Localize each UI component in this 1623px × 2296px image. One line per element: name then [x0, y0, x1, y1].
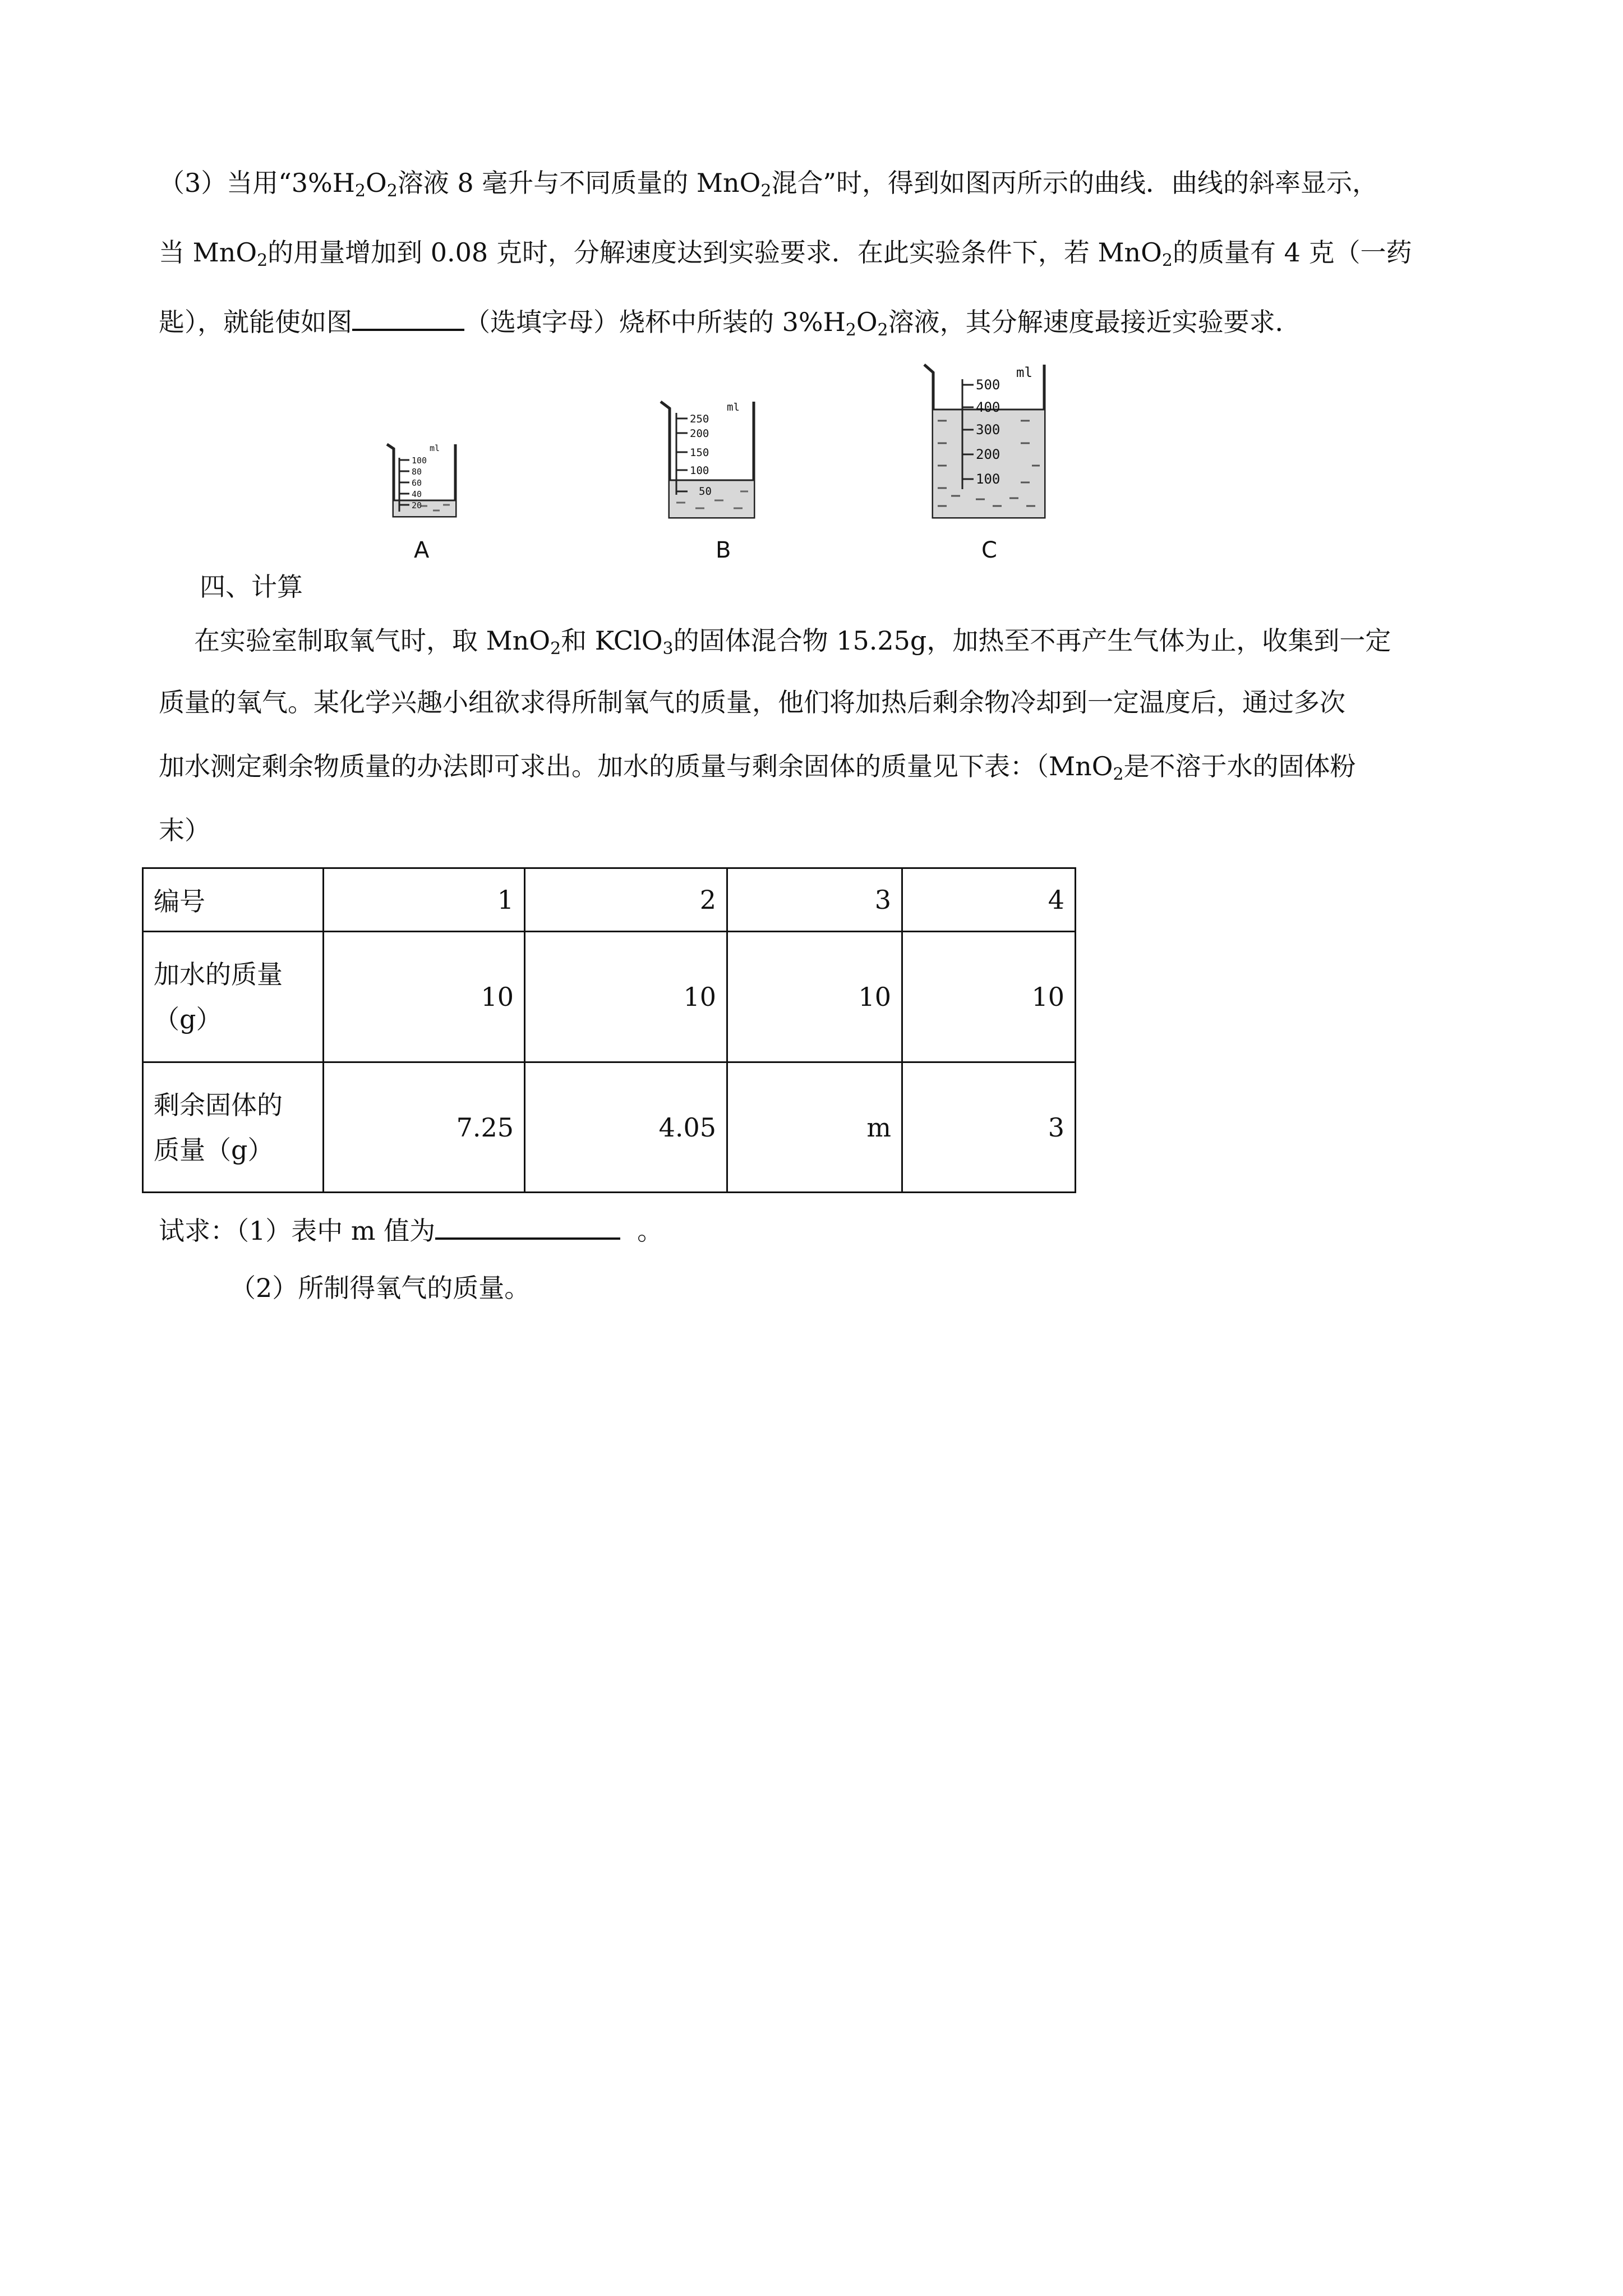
answer-blank[interactable]: [352, 303, 464, 331]
text: 当 MnO: [159, 237, 257, 268]
tick-label: 60: [412, 478, 422, 488]
q3-line-2: [159, 236, 1412, 269]
subscript: 2: [354, 181, 366, 201]
tick-label: 200: [690, 427, 709, 440]
tick-label: 250: [690, 413, 709, 425]
text: 的质量有 4 克（一药: [1172, 237, 1412, 268]
beaker-a-icon: [381, 438, 465, 522]
question-2: （2）所制得氧气的质量。: [230, 1273, 531, 1303]
table-cell: 4.05: [525, 1062, 727, 1193]
text: （3）当用“3%H: [159, 168, 355, 198]
tick-label: 20: [412, 500, 422, 510]
text: 。: [637, 1216, 663, 1246]
section-para-line-1: [194, 624, 1391, 657]
subscript: 2: [257, 251, 268, 270]
text: 是不溶于水的固体粉: [1123, 751, 1356, 781]
question-1: [159, 1212, 663, 1248]
table-cell: 10: [525, 932, 727, 1062]
text: 剩余固体的: [154, 1089, 283, 1120]
table-row-label: [143, 1062, 324, 1193]
text: 质量（g）: [154, 1134, 274, 1165]
answer-blank[interactable]: [435, 1212, 620, 1240]
tick-label: 40: [412, 489, 422, 499]
q3-line-3: [159, 303, 1301, 339]
text: 在实验室制取氧气时，取 MnO: [194, 625, 551, 656]
tick-label: 400: [976, 399, 1000, 415]
tick-label: 80: [412, 467, 422, 477]
text: 加水的质量: [154, 959, 283, 990]
section-para-line-4: 末）: [159, 815, 210, 845]
table-cell: 3: [902, 1062, 1076, 1193]
unit-label: ml: [727, 401, 740, 413]
subscript: 2: [1113, 765, 1124, 784]
subscript: 2: [550, 639, 561, 659]
tick-label: 300: [976, 422, 1000, 438]
tick-label: 150: [690, 447, 709, 459]
data-table: [142, 867, 1076, 1193]
table-row: [143, 1062, 1076, 1193]
text: 匙），就能使如图: [159, 307, 352, 337]
subscript: 2: [1161, 251, 1173, 270]
subscript: 3: [662, 639, 674, 659]
beakers-figure: [359, 359, 1088, 572]
text: 的固体混合物 15.25g，加热至不再产生气体为止，收集到一定: [673, 625, 1391, 656]
table-cell: 4: [902, 868, 1076, 932]
text: 和 KClO: [561, 625, 663, 656]
text: 溶液 8 毫升与不同质量的 MnO: [397, 168, 761, 198]
table-cell: 10: [324, 932, 525, 1062]
beaker-c-label: C: [981, 537, 997, 563]
tick-label: 100: [690, 464, 709, 477]
text: 溶液，其分解速度最接近实验要求．: [888, 307, 1301, 337]
q3-line-1: [159, 166, 1378, 200]
beaker-c-icon: [920, 359, 1054, 524]
tick-label: 100: [976, 471, 1000, 487]
text: 混合”时，得到如图丙所示的曲线．曲线的斜率显示，: [771, 168, 1378, 198]
subscript: 2: [845, 320, 856, 340]
unit-label: ml: [1016, 365, 1032, 380]
text: （g）: [154, 1004, 222, 1034]
table-row-header: [143, 868, 1076, 932]
text: O: [856, 307, 878, 337]
beaker-a-label: A: [414, 537, 430, 563]
table-cell: 1: [324, 868, 525, 932]
subscript: 2: [760, 181, 772, 201]
table-cell: 10: [902, 932, 1076, 1062]
tick-label: 200: [976, 447, 1000, 462]
text: 加水测定剩余物质量的办法即可求出。加水的质量与剩余固体的质量见下表：（MnO: [159, 751, 1113, 781]
beaker-b-label: B: [716, 537, 731, 563]
tick-label: 500: [976, 377, 1000, 393]
subscript: 2: [877, 320, 888, 340]
section-para-line-2: 质量的氧气。某化学兴趣小组欲求得所制氧气的质量，他们将加热后剩余物冷却到一定温度后，通过多次: [159, 687, 1345, 717]
text: （选填字母）烧杯中所装的 3%H: [464, 307, 846, 337]
text: 试求：（1）表中 m 值为: [159, 1216, 436, 1246]
beaker-b-icon: [656, 396, 763, 525]
unit-label: ml: [430, 443, 440, 453]
table-row-label: [143, 932, 324, 1062]
tick-label: 50: [699, 485, 712, 498]
section-para-line-3: [159, 749, 1356, 783]
table-cell: 10: [727, 932, 902, 1062]
section-heading: 四、计算: [200, 572, 303, 602]
text: O: [365, 168, 387, 198]
subscript: 2: [386, 181, 398, 201]
table-cell: 3: [727, 868, 902, 932]
table-cell: 2: [525, 868, 727, 932]
table-row: [143, 932, 1076, 1062]
table-cell: m: [727, 1062, 902, 1193]
tick-label: 100: [412, 455, 427, 466]
text: 的用量增加到 0.08 克时，分解速度达到实验要求．在此实验条件下，若 MnO: [268, 237, 1162, 268]
table-header-label: 编号: [143, 868, 324, 932]
table-cell: 7.25: [324, 1062, 525, 1193]
